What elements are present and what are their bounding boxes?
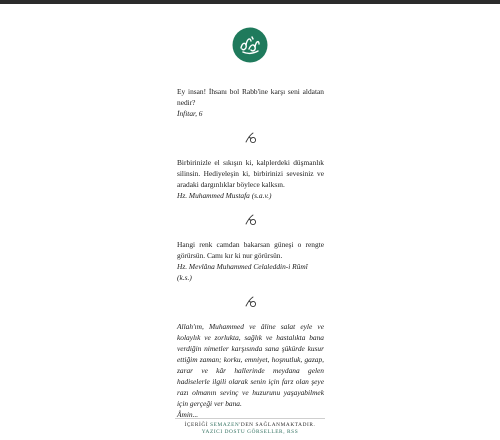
quote-text: Birbirinizle el sıkışın ki, kalplerdeki düşmanlık silinsin. Hediyeleşin ki, birbirinizi sevesiniz ve aradaki dargınlıklar böylece kalksın. [177, 158, 324, 189]
ornament-divider-icon [244, 132, 258, 144]
quote-source: İnfitar, 6 [177, 109, 203, 118]
top-bar [0, 0, 500, 4]
footer [0, 418, 500, 436]
ornament-divider-icon [244, 214, 258, 226]
footer-divider [175, 418, 325, 419]
quote-source: Hz. Mevlâna Muhammed Celaleddin-i Rûmî (k.s.) [177, 262, 308, 282]
quote-block [177, 157, 324, 201]
footer-credit-suffix: 'DEN SAĞLANMAKTADIR. [239, 422, 316, 428]
footer-links[interactable]: YAZICI DOSTU GÖRSELLER, RSS [201, 429, 299, 435]
semazen-link[interactable]: SEMAZEN [210, 422, 240, 428]
footer-credit-prefix: İÇERİĞİ [184, 422, 209, 428]
quote-text: Ey insan! İhsanı bol Rabb'ine karşı seni aldatan nedir? [177, 87, 324, 107]
quote-source: Âmin... [177, 410, 199, 419]
ornament-divider-icon [244, 296, 258, 308]
quote-list [177, 86, 324, 420]
quote-block [177, 321, 324, 420]
quote-block [177, 239, 324, 283]
quote-text: Hangi renk camdan bakarsan güneşi o rengte görürsün. Camı kır ki nur görürsün. [177, 240, 324, 260]
quote-block [177, 86, 324, 119]
separator [177, 207, 324, 233]
quote-text: Allah'ım, Muhammed ve âline salat eyle ve kolaylık ve zorlukta, sağlık ve hastalıkta bana verdiğin nimetler karşısında sana şükürde kusur ettiğim zaman; korku, emniyet, hoşnutluk, gazap, zarar ve kâr hallerinde meydana gelen hadiselerle ilgili olarak senin için farz olan şeye razı olmanın sevinç ve huzurunu yaşayabilmek için gerçeği ver bana. [177, 322, 324, 408]
separator [177, 125, 324, 151]
quote-source: Hz. Muhammed Mustafa (s.a.v.) [177, 191, 272, 200]
footer-credit-line [0, 422, 500, 429]
separator [177, 289, 324, 315]
calligraphy-seal-icon [232, 27, 268, 63]
